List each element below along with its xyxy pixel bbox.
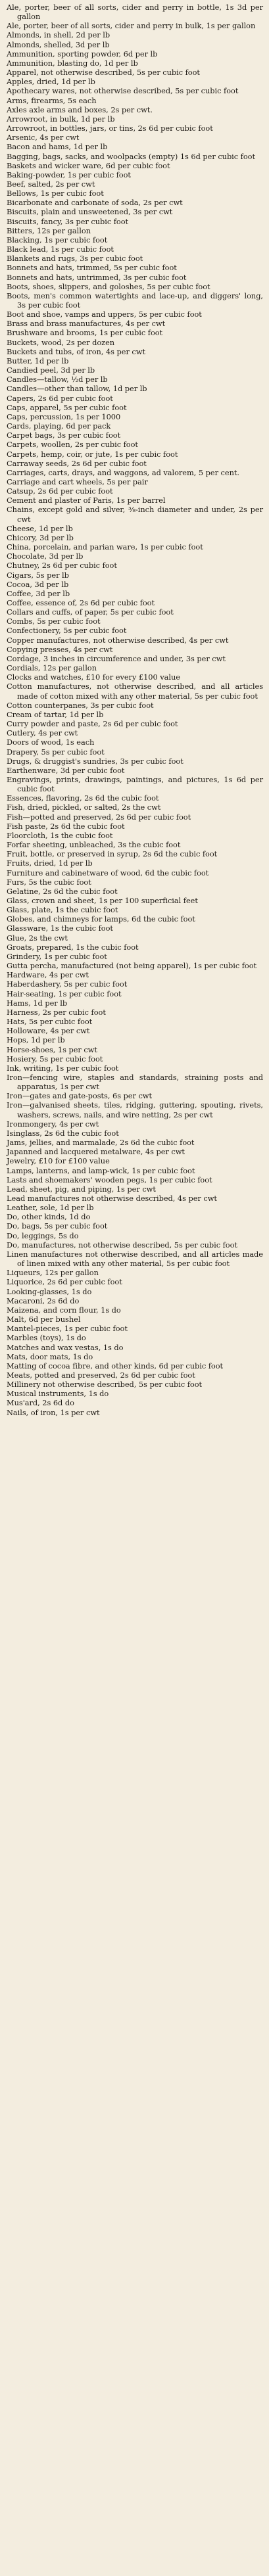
- tariff-entry: Hair-seating, 1s per cubic foot: [7, 989, 122, 998]
- tariff-entry: Capers, 2s 6d per cubic foot: [7, 393, 113, 403]
- tariff-entry: Confectionery, 5s per cubic foot: [7, 626, 127, 636]
- tariff-entry: Coffee, essence of, 2s 6d per cubic foot: [7, 598, 155, 607]
- tariff-entry: Do, manufactures, not otherwise described, 5s per cubic foot: [7, 1240, 237, 1250]
- tariff-entry: Carpets, woollen, 2s per cubic foot: [7, 440, 138, 450]
- tariff-entry: Do, leggings, 5s do: [7, 1230, 79, 1240]
- tariff-entry: Baking-powder, 1s per cubic foot: [7, 170, 131, 179]
- tariff-entry: Cotton manufactures, not otherwise described, and all articles made of cotton mixed with any other material, 5s per cubic foot: [7, 682, 263, 701]
- tariff-entry: Liqueurs, 12s per gallon: [7, 1268, 99, 1278]
- tariff-entry: Apothecary wares, not otherwise described, 5s per cubic foot: [7, 86, 239, 96]
- tariff-entry: Carriages, carts, drays, and waggons, ad valorem, 5 per cent.: [7, 467, 239, 477]
- tariff-entry: Liquorice, 2s 6d per cubic foot: [7, 1277, 122, 1287]
- tariff-entry: Gutta percha, manufactured (not being apparel), 1s per cubic foot: [7, 961, 257, 971]
- tariff-entry: Arsenic, 4s per cwt: [7, 133, 80, 143]
- tariff-entry: Copper manufactures, not otherwise described, 4s per cwt: [7, 635, 229, 645]
- tariff-entry: Almonds, in shell, 2d per lb: [7, 30, 110, 40]
- tariff-entry: Boot and shoe, vamps and uppers, 5s per cubic foot: [7, 310, 202, 319]
- tariff-entry: Cards, playing, 6d per pack: [7, 421, 111, 431]
- tariff-entry: Harness, 2s per cubic foot: [7, 1007, 106, 1017]
- tariff-entry: Cordials, 12s per gallon: [7, 663, 97, 673]
- tariff-entry: Grindery, 1s per cubic foot: [7, 951, 107, 961]
- tariff-entry: Gelatine, 2s 6d the cubic foot: [7, 886, 118, 896]
- tariff-entry: Floorcloth, 1s the cubic foot: [7, 830, 113, 840]
- tariff-entry: Blacking, 1s per cubic foot: [7, 235, 108, 245]
- tariff-entry: Earthenware, 3d per cubic foot: [7, 765, 125, 775]
- tariff-entry: Chains, except gold and silver, ⅜-inch diameter and under, 2s per cwt: [7, 505, 263, 524]
- tariff-entry: Ammunition, sporting powder, 6d per lb: [7, 49, 158, 59]
- tariff-entry: Blankets and rugs, 3s per cubic foot: [7, 254, 143, 264]
- tariff-entry: Nails, of iron, 1s per cwt: [7, 1407, 100, 1417]
- tariff-entry: Iron—fencing wire, staples and standards, straining posts and apparatus, 1s per cwt: [7, 1072, 263, 1092]
- tariff-entry: Bitters, 12s per gallon: [7, 225, 91, 235]
- tariff-entry: Boots, men's common watertights and lace-up, and diggers' long, 3s per cubic foot: [7, 291, 263, 310]
- tariff-entry: Arrowroot, in bottles, jars, or tins, 2s 6d per cubic foot: [7, 124, 213, 133]
- tariff-entry: Hosiery, 5s per cubic foot: [7, 1054, 103, 1064]
- tariff-entry: Maizena, and corn flour, 1s do: [7, 1305, 121, 1315]
- tariff-entry: Furniture and cabinetware of wood, 6d the cubic foot: [7, 868, 209, 878]
- tariff-entry: Biscuits, fancy, 3s per cubic foot: [7, 216, 129, 226]
- tariff-entry: Mantel-pieces, 1s per cubic foot: [7, 1324, 128, 1334]
- tariff-entry: China, porcelain, and parian ware, 1s per cubic foot: [7, 542, 203, 552]
- tariff-entry: Chicory, 3d per lb: [7, 532, 74, 542]
- tariff-entry: Cocoa, 3d per lb: [7, 579, 69, 589]
- tariff-entry: Fruit, bottle, or preserved in syrup, 2s 6d the cubic foot: [7, 849, 218, 859]
- tariff-entry: Hardware, 4s per cwt: [7, 970, 89, 980]
- tariff-entry: Bacon and hams, 1d per lb: [7, 142, 108, 152]
- tariff-entry: Do, bags, 5s per cubic foot: [7, 1221, 108, 1231]
- tariff-entry: Groats, prepared, 1s the cubic foot: [7, 942, 139, 952]
- tariff-entry: Cutlery, 4s per cwt: [7, 728, 78, 738]
- tariff-entry: Carpets, hemp, coir, or jute, 1s per cubic foot: [7, 449, 178, 459]
- tariff-entry: Curry powder and paste, 2s 6d per cubic foot: [7, 719, 178, 729]
- tariff-entry: Brass and brass manufactures, 4s per cwt: [7, 319, 166, 329]
- tariff-entry: Glue, 2s the cwt: [7, 933, 68, 943]
- tariff-entry: Apparel, not otherwise described, 5s per cubic foot: [7, 68, 200, 78]
- tariff-entry: Musical instruments, 1s do: [7, 1389, 109, 1399]
- tariff-entry: Butter, 1d per lb: [7, 356, 69, 365]
- tariff-entry: Horse-shoes, 1s per cwt: [7, 1044, 97, 1054]
- tariff-entry: Haberdashery, 5s per cubic foot: [7, 979, 128, 989]
- tariff-entry: Cream of tartar, 1d per lb: [7, 709, 104, 719]
- tariff-entry: Macaroni, 2s 6d do: [7, 1296, 80, 1305]
- tariff-entry: Do, other kinds, 1d do: [7, 1212, 91, 1222]
- tariff-entry: Meats, potted and preserved, 2s 6d per cubic foot: [7, 1370, 195, 1380]
- tariff-entry: Fruits, dried, 1d per lb: [7, 858, 93, 868]
- tariff-entry: Drugs, & druggist's sundries, 3s per cubic foot: [7, 756, 183, 766]
- tariff-entry: Matting of cocoa fibre, and other kinds, 6d per cubic foot: [7, 1361, 224, 1370]
- tariff-entry: Carpet bags, 3s per cubic foot: [7, 431, 121, 440]
- tariff-entry: Mats, door mats, 1s do: [7, 1351, 93, 1361]
- tariff-entry: Ironmongery, 4s per cwt: [7, 1119, 99, 1129]
- tariff-entry: Candles—other than tallow, 1d per lb: [7, 384, 147, 394]
- tariff-entry: Caps, apparel, 5s per cubic foot: [7, 402, 127, 412]
- tariff-entry: Brushware and brooms, 1s per cubic foot: [7, 328, 163, 338]
- tariff-entry: Hats, 5s per cubic foot: [7, 1017, 93, 1027]
- tariff-entry: Cordage, 3 inches in circumference and under, 3s per cwt: [7, 653, 226, 663]
- tariff-entry: Arms, firearms, 5s each: [7, 95, 97, 105]
- tariff-entry: Globes, and chimneys for lamps, 6d the cubic foot: [7, 914, 195, 924]
- tariff-entry: Ale, porter, beer of all sorts, cider and perry in bulk, 1s per gallon: [7, 21, 256, 31]
- tariff-entry: Linen manufactures not otherwise described, and all articles made of linen mixed with any other material, 5s per cubic foot: [7, 1249, 263, 1269]
- tariff-entry: Lamps, lanterns, and lamp-wick, 1s per cubic foot: [7, 1165, 195, 1175]
- tariff-entry: Copying presses, 4s per cwt: [7, 644, 113, 654]
- tariff-entry: Furs, 5s the cubic foot: [7, 877, 91, 887]
- tariff-entry: Jewelry, £10 for £100 value: [7, 1156, 110, 1166]
- tariff-entry: Black lead, 1s per cubic foot: [7, 245, 114, 254]
- tariff-entry: Chutney, 2s 6d per cubic foot: [7, 561, 117, 571]
- tariff-entry: Forfar sheeting, unbleached, 3s the cubic foot: [7, 840, 181, 850]
- tariff-entry: Biscuits, plain and unsweetened, 3s per cwt: [7, 207, 173, 217]
- tariff-entry: Japanned and lacquered metalware, 4s per cwt: [7, 1147, 185, 1157]
- tariff-entry: Essences, flavoring, 2s 6d the cubic foot: [7, 793, 159, 803]
- tariff-entry: Lead manufactures not otherwise described, 4s per cwt: [7, 1194, 217, 1203]
- tariff-entry: Engravings, prints, drawings, paintings, and pictures, 1s 6d per cubic foot: [7, 774, 263, 794]
- tariff-entry: Drapery, 5s per cubic foot: [7, 747, 105, 757]
- tariff-entry: Almonds, shelled, 3d per lb: [7, 39, 110, 49]
- tariff-entry: Ale, porter, beer of all sorts, cider and perry in bottle, 1s 3d per gallon: [7, 3, 263, 22]
- tariff-entry: Ink, writing, 1s per cubic foot: [7, 1063, 119, 1073]
- tariff-entry: Caps, percussion, 1s per 1000: [7, 411, 121, 421]
- tariff-entry: Jams, jellies, and marmalade, 2s 6d the cubic foot: [7, 1138, 195, 1148]
- tariff-entry: Catsup, 2s 6d per cubic foot: [7, 486, 113, 496]
- tariff-entry: Glass, crown and sheet, 1s per 100 superficial feet: [7, 896, 198, 905]
- tariff-entry: Candied peel, 3d per lb: [7, 365, 95, 375]
- tariff-entry: Hams, 1d per lb: [7, 998, 68, 1008]
- tariff-entry: Collars and cuffs, of paper, 5s per cubic foot: [7, 607, 174, 617]
- tariff-entry: Bonnets and hats, untrimmed, 3s per cubic foot: [7, 272, 187, 282]
- tariff-entry: Fish, dried, pickled, or salted, 2s the cwt: [7, 803, 161, 812]
- tariff-entry: Malt, 6d per bushel: [7, 1315, 81, 1324]
- tariff-entry: Lasts and shoemakers' wooden pegs, 1s per cubic foot: [7, 1175, 212, 1184]
- tariff-entry: Cotton counterpanes, 3s per cubic foot: [7, 700, 154, 710]
- tariff-entry: Carriage and cart wheels, 5s per pair: [7, 477, 148, 486]
- tariff-entry: Leather, sole, 1d per lb: [7, 1203, 94, 1213]
- tariff-entry: Cheese, 1d per lb: [7, 523, 73, 533]
- tariff-entry: Baskets and wicker ware, 6d per cubic foot: [7, 160, 170, 170]
- tariff-entry: Apples, dried, 1d per lb: [7, 77, 95, 87]
- tariff-entry: Fish—potted and preserved, 2s 6d per cubic foot: [7, 812, 191, 822]
- tariff-entry: Bagging, bags, sacks, and woolpacks (empty) 1s 6d per cubic foot: [7, 151, 255, 161]
- tariff-entry: Millinery not otherwise described, 5s per cubic foot: [7, 1380, 203, 1390]
- tariff-entry: Cement and plaster of Paris, 1s per barrel: [7, 496, 166, 505]
- tariff-entry: Iron—galvanised sheets, tiles, ridging, guttering, spouting, rivets, washers, screws, nails, and wire netting, 2s per cwt: [7, 1100, 263, 1119]
- tariff-entry: Doors of wood, 1s each: [7, 738, 95, 747]
- tariff-entry: Bonnets and hats, trimmed, 5s per cubic foot: [7, 263, 177, 273]
- tariff-entry: Bicarbonate and carbonate of soda, 2s per cwt: [7, 198, 183, 208]
- tariff-entry: Cigars, 5s per lb: [7, 570, 69, 580]
- tariff-entry: Axles axle arms and boxes, 2s per cwt.: [7, 105, 153, 114]
- tariff-entry: Coffee, 3d per lb: [7, 588, 70, 598]
- tariff-entry: Fish paste, 2s 6d the cubic foot: [7, 821, 125, 831]
- tariff-entry: Holloware, 4s per cwt: [7, 1026, 90, 1036]
- tariff-entry: Candles—tallow, ½d per lb: [7, 375, 108, 385]
- tariff-entry: Buckets, wood, 2s per dozen: [7, 337, 115, 347]
- tariff-entry: Ammunition, blasting do, 1d per lb: [7, 58, 138, 68]
- tariff-entry: Carraway seeds, 2s 6d per cubic foot: [7, 458, 147, 468]
- tariff-entry: Combs, 5s per cubic foot: [7, 617, 101, 626]
- tariff-entry: Isinglass, 2s 6d the cubic foot: [7, 1128, 119, 1138]
- tariff-entry: Lead, sheet, pig, and piping, 1s per cwt: [7, 1184, 156, 1194]
- tariff-entry: Mus'ard, 2s 6d do: [7, 1398, 74, 1408]
- tariff-entry: Clocks and watches, £10 for every £100 value: [7, 672, 180, 682]
- tariff-entry: Matches and wax vestas, 1s do: [7, 1342, 124, 1352]
- tariff-entry: Marbles (toys), 1s do: [7, 1333, 86, 1343]
- tariff-entry: Hops, 1d per lb: [7, 1035, 65, 1045]
- tariff-entry: Iron—gates and gate-posts, 6s per cwt: [7, 1091, 153, 1101]
- tariff-entry: Bellows, 1s per cubic foot: [7, 189, 104, 199]
- tariff-entry: Buckets and tubs, of iron, 4s per cwt: [7, 346, 145, 356]
- tariff-list: [7, 3, 263, 1417]
- tariff-entry: Chocolate, 3d per lb: [7, 551, 84, 561]
- tariff-entry: Beef, salted, 2s per cwt: [7, 179, 95, 189]
- tariff-entry: Glass, plate, 1s the cubic foot: [7, 905, 118, 915]
- tariff-entry: Looking-glasses, 1s do: [7, 1286, 92, 1296]
- tariff-entry: Boots, shoes, slippers, and goloshes, 5s per cubic foot: [7, 281, 210, 291]
- tariff-entry: Glassware, 1s the cubic foot: [7, 924, 113, 933]
- tariff-entry: Arrowroot, in bulk, 1d per lb: [7, 114, 115, 124]
